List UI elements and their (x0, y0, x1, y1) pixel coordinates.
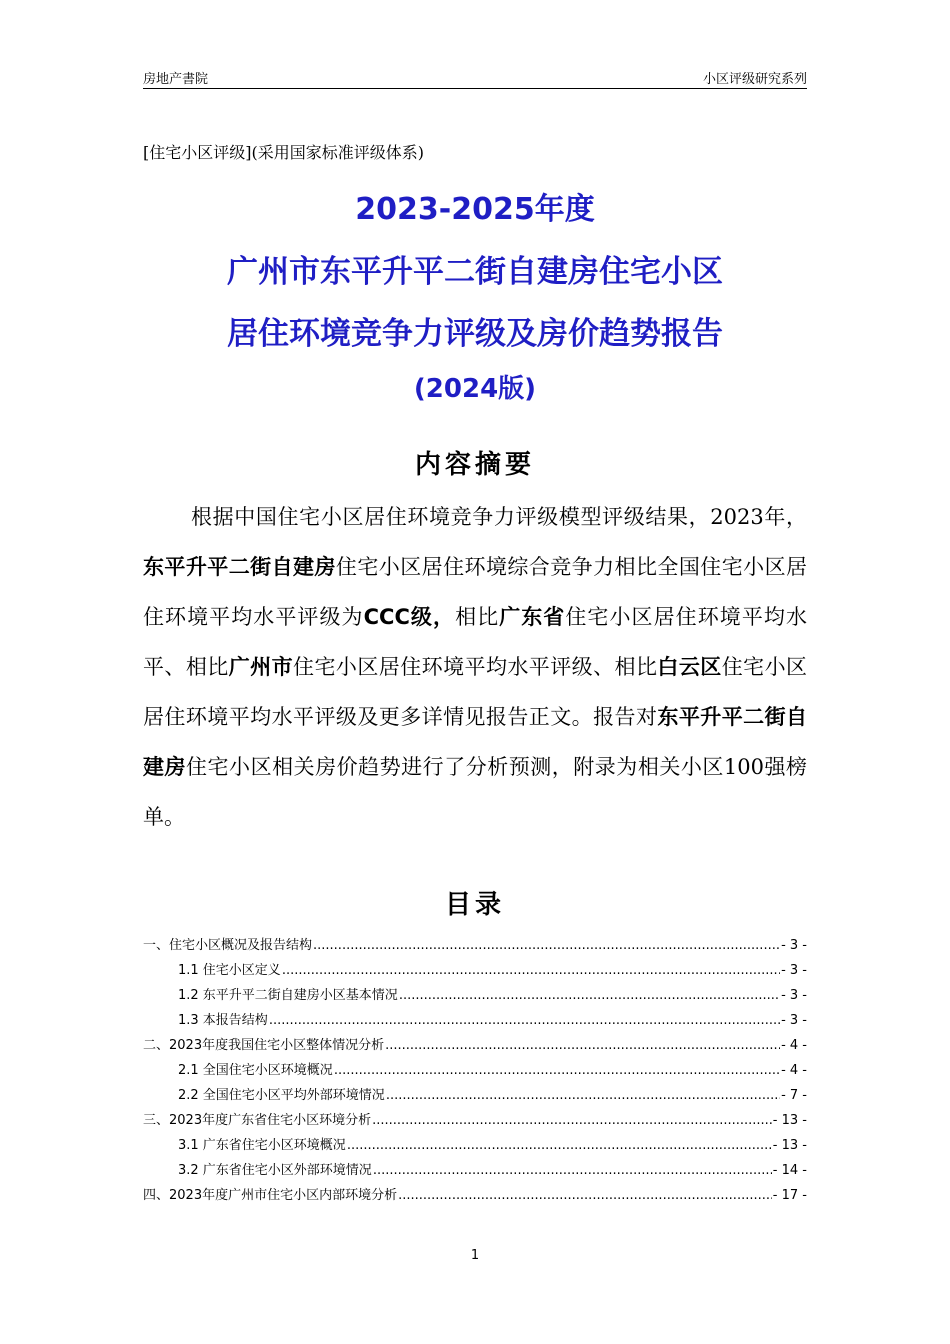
summary-text: 住宅小区居住环境综合竞争力相比全国住宅小区居住环境平均水平评级为 (143, 555, 808, 629)
toc-entry-page: - 13 - (772, 1138, 807, 1153)
toc-entry[interactable] (143, 1159, 807, 1184)
toc-entry-label: 1.2 东平升平二街自建房小区基本情况 (178, 988, 398, 1003)
summary-heading: 内容摘要 (414, 450, 535, 480)
page-header (143, 66, 807, 89)
summary-text: 住宅小区居住环境平均水平评级、相比 (293, 655, 658, 679)
title-edition: (2024版) (413, 374, 537, 404)
summary-text: 相比 (455, 605, 500, 629)
toc-entry-page: - 3 - (781, 938, 807, 953)
toc-entry-label: 三、2023年度广东省住宅小区环境分析 (143, 1113, 372, 1128)
summary-rating: CCC级， (363, 605, 456, 629)
toc-entry-label: 一、住宅小区概况及报告结构 (143, 938, 313, 953)
toc-entry-page: - 7 - (781, 1088, 807, 1103)
toc-entry-page: - 3 - (781, 963, 807, 978)
toc-leader (398, 1188, 772, 1203)
toc-leader (399, 988, 780, 1003)
title-line-3: 居住环境竞争力评级及房价趋势报告 (227, 316, 723, 352)
report-tagline: [住宅小区评级](采用国家标准评级体系) (143, 143, 424, 162)
summary-highlight: 广州市 (228, 655, 294, 679)
toc-entry[interactable] (143, 1009, 807, 1034)
toc-entry-page: - 4 - (781, 1063, 807, 1078)
toc-entry-page: - 3 - (781, 1013, 807, 1028)
toc-leader (372, 1113, 772, 1128)
toc-entry[interactable] (143, 1134, 807, 1159)
toc-entry-label: 二、2023年度我国住宅小区整体情况分析 (143, 1038, 385, 1053)
summary-text: 住宅小区居住环境平均水平、相比 (143, 605, 807, 679)
toc-entry-page: - 4 - (781, 1038, 807, 1053)
toc-leader (313, 938, 780, 953)
toc-leader (269, 1013, 780, 1028)
summary-highlight: 东平升平二街自建房 (143, 705, 808, 779)
header-series: 小区评级研究系列 (702, 72, 807, 87)
toc-entry[interactable] (143, 959, 807, 984)
toc-entry[interactable] (143, 1034, 807, 1059)
header-publisher: 房地产書院 (143, 72, 209, 87)
toc-entry[interactable] (143, 1109, 807, 1134)
toc-entry-page: - 13 - (772, 1113, 807, 1128)
toc-entry-page: - 3 - (781, 988, 807, 1003)
toc-entry[interactable] (143, 1059, 807, 1084)
summary-highlight: 广东省 (499, 605, 566, 629)
toc-entry[interactable] (143, 934, 807, 959)
toc-entry[interactable] (143, 1084, 807, 1109)
toc-entry[interactable] (143, 1184, 807, 1209)
toc-entry-label: 1.1 住宅小区定义 (178, 963, 281, 978)
toc-entry[interactable] (143, 984, 807, 1009)
toc-leader (373, 1163, 772, 1178)
toc-heading: 目录 (444, 890, 505, 920)
title-line-2: 广州市东平升平二街自建房住宅小区 (227, 254, 723, 290)
toc-entry-page: - 17 - (772, 1188, 807, 1203)
toc-entry-label: 四、2023年度广州市住宅小区内部环境分析 (143, 1188, 398, 1203)
summary-highlight: 东平升平二街自建房 (143, 555, 336, 579)
toc-leader (334, 1063, 780, 1078)
toc-entry-page: - 14 - (772, 1163, 807, 1178)
toc-leader (386, 1088, 780, 1103)
toc-entry-label: 1.3 本报告结构 (178, 1013, 268, 1028)
toc-entry-label: 2.1 全国住宅小区环境概况 (178, 1063, 333, 1078)
page-number: 1 (470, 1248, 480, 1263)
summary-paragraph (143, 492, 807, 842)
summary-highlight: 白云区 (657, 655, 722, 679)
summary-text: 住宅小区相关房价趋势进行了分析预测，附录为相关小区100强榜单。 (143, 755, 807, 829)
toc-entry-label: 3.2 广东省住宅小区外部环境情况 (178, 1163, 372, 1178)
title-line-1: 2023-2025年度 (355, 192, 595, 227)
summary-text: 根据中国住宅小区居住环境竞争力评级模型评级结果，2023年， (191, 505, 807, 529)
summary-text: 住宅小区居住环境平均水平评级及更多详情见报告正文。报告对 (143, 655, 808, 729)
toc-entry-label: 2.2 全国住宅小区平均外部环境情况 (178, 1088, 385, 1103)
toc-leader (385, 1038, 780, 1053)
toc-entry-label: 3.1 广东省住宅小区环境概况 (178, 1138, 346, 1153)
table-of-contents (143, 934, 807, 1209)
toc-leader (347, 1138, 772, 1153)
toc-leader (282, 963, 780, 978)
